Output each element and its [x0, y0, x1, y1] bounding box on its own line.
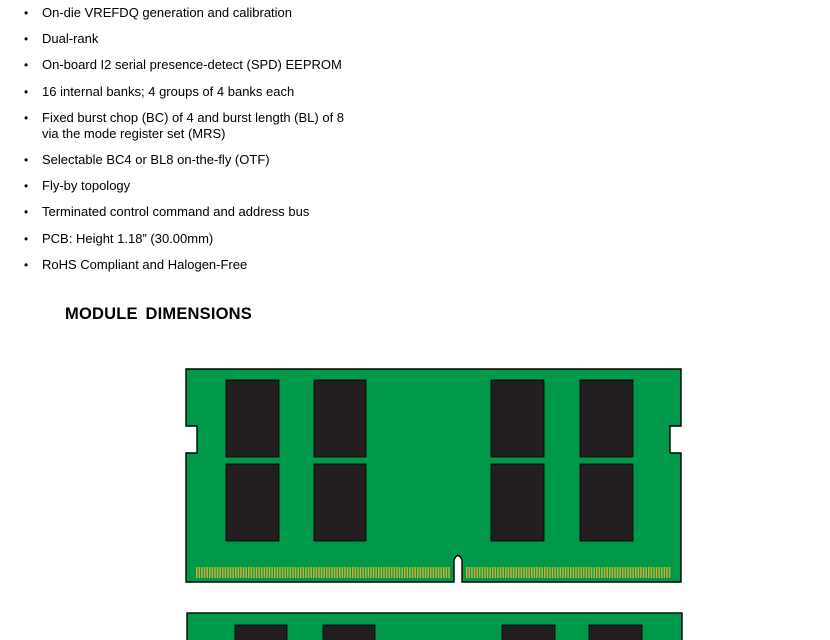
gold-contact-pin [427, 567, 429, 578]
gold-contact-pin [316, 567, 318, 578]
memory-chip [226, 380, 279, 457]
gold-contact-pin [606, 567, 608, 578]
gold-contact-pin [305, 567, 307, 578]
gold-contact-pin [362, 567, 364, 578]
feature-text: • Dual-rank [42, 31, 99, 47]
gold-contact-pin [664, 567, 666, 578]
gold-contact-pin [264, 567, 266, 578]
gold-contact-pin [471, 567, 473, 578]
gold-contact-pin [515, 567, 517, 578]
gold-contact-pin [422, 567, 424, 578]
gold-contact-pin [502, 567, 504, 578]
memory-chip [226, 464, 279, 541]
gold-contact-pin [375, 567, 377, 578]
gold-contact-pin [310, 567, 312, 578]
gold-contact-pin [578, 567, 580, 578]
gold-contact-pin [666, 567, 668, 578]
gold-contact-pin [541, 567, 543, 578]
gold-contact-pin [342, 567, 344, 578]
gold-contact-pin [433, 567, 435, 578]
gold-contact-pin [321, 567, 323, 578]
gold-contact-pin [443, 567, 445, 578]
gold-contact-pin [279, 567, 281, 578]
gold-contact-pin [604, 567, 606, 578]
gold-contact-pin [438, 567, 440, 578]
gold-contact-pin [536, 567, 538, 578]
feature-text: • Terminated control command and address bus [42, 204, 310, 220]
gold-contact-pin [505, 567, 507, 578]
gold-contact-pin [290, 567, 292, 578]
gold-contact-pin [365, 567, 367, 578]
gold-contact-pin [303, 567, 305, 578]
gold-contact-pin [230, 567, 232, 578]
gold-contact-pin [284, 567, 286, 578]
memory-chip [580, 380, 633, 457]
gold-contact-pin [292, 567, 294, 578]
gold-contact-pin [648, 567, 650, 578]
gold-contact-pin [313, 567, 315, 578]
gold-contact-pin [435, 567, 437, 578]
gold-contact-pin [344, 567, 346, 578]
gold-contact-pin [513, 567, 515, 578]
gold-contact-pin [567, 567, 569, 578]
gold-contact-pin [653, 567, 655, 578]
gold-contact-pin [326, 567, 328, 578]
gold-contact-pin [562, 567, 564, 578]
gold-contact-pin [497, 567, 499, 578]
gold-contact-pin [394, 567, 396, 578]
gold-contact-pin [583, 567, 585, 578]
gold-contact-pin [552, 567, 554, 578]
section-title: MODULE DIMENSIONS [65, 305, 252, 323]
gold-contact-pin [489, 567, 491, 578]
gold-contact-pin [391, 567, 393, 578]
gold-contact-pin [219, 567, 221, 578]
gold-contact-pin [656, 567, 658, 578]
gold-contact-pin [593, 567, 595, 578]
gold-contact-pin [381, 567, 383, 578]
feature-text: • On-board I2 serial presence-detect (SPD) EEPROM [42, 57, 342, 73]
gold-contact-pin [484, 567, 486, 578]
gold-contact-pin [487, 567, 489, 578]
gold-contact-pin [630, 567, 632, 578]
gold-contact-pin [557, 567, 559, 578]
gold-contact-pin [645, 567, 647, 578]
gold-contact-pin [528, 567, 530, 578]
gold-contact-pin [383, 567, 385, 578]
gold-contact-pin [352, 567, 354, 578]
gold-contact-pin [495, 567, 497, 578]
gold-contact-pin [261, 567, 263, 578]
memory-chip [580, 464, 633, 541]
gold-contact-pin [331, 567, 333, 578]
gold-contact-pin [661, 567, 663, 578]
gold-contact-pin [404, 567, 406, 578]
gold-contact-pin [368, 567, 370, 578]
gold-contact-pin [357, 567, 359, 578]
gold-contact-pin [370, 567, 372, 578]
gold-contact-pin [643, 567, 645, 578]
gold-contact-pin [599, 567, 601, 578]
gold-contact-pin [596, 567, 598, 578]
gold-contact-pin [544, 567, 546, 578]
gold-contact-pin [225, 567, 227, 578]
gold-contact-pin [474, 567, 476, 578]
gold-contact-pin [619, 567, 621, 578]
gold-contact-pin [508, 567, 510, 578]
gold-contact-pin [360, 567, 362, 578]
gold-contact-pin [565, 567, 567, 578]
gold-contact-pin [469, 567, 471, 578]
feature-text: • On-die VREFDQ generation and calibration [42, 5, 293, 20]
gold-contact-pin [420, 567, 422, 578]
gold-contact-pin [407, 567, 409, 578]
module-back-view [187, 613, 682, 640]
gold-contact-pin [466, 567, 468, 578]
gold-contact-pin [329, 567, 331, 578]
gold-contact-pin [476, 567, 478, 578]
memory-chip [491, 464, 544, 541]
gold-contact-pin [575, 567, 577, 578]
memory-chip [323, 625, 375, 640]
gold-contact-pin [271, 567, 273, 578]
gold-contact-pin [300, 567, 302, 578]
gold-contact-pin [256, 567, 257, 578]
gold-contact-pin [614, 567, 616, 578]
gold-contact-pin [206, 567, 208, 578]
gold-contact-pin [334, 567, 336, 578]
gold-contact-pin [658, 567, 660, 578]
gold-contact-pin [282, 567, 284, 578]
memory-chip [589, 625, 642, 640]
gold-contact-pin [492, 567, 494, 578]
feature-text: • Fly-by topology [42, 178, 131, 194]
gold-contact-pin [448, 567, 450, 578]
gold-contact-pin [251, 567, 253, 578]
gold-contact-pin [617, 567, 619, 578]
feature-text-continued: via the mode register set (MRS) [42, 125, 226, 141]
gold-contact-pin [531, 567, 533, 578]
gold-contact-pin [588, 567, 590, 578]
gold-contact-pin [204, 567, 206, 578]
gold-contact-pin [521, 567, 523, 578]
gold-contact-pin [632, 567, 634, 578]
gold-contact-pin [526, 567, 528, 578]
gold-contact-pin [573, 567, 575, 578]
gold-contact-pin [554, 567, 556, 578]
gold-contact-pin [560, 567, 562, 578]
gold-contact-pin [414, 567, 416, 578]
gold-contact-pin [500, 567, 502, 578]
gold-contact-pin [417, 567, 419, 578]
gold-contact-pin [245, 567, 247, 578]
gold-contact-pin [201, 567, 203, 578]
gold-contact-pin [640, 567, 642, 578]
gold-contact-pin [601, 567, 603, 578]
gold-contact-pin [635, 567, 637, 578]
gold-contact-pin [549, 567, 551, 578]
gold-contact-pin [612, 567, 614, 578]
gold-contact-pin [412, 567, 414, 578]
gold-contact-pin [627, 567, 629, 578]
gold-contact-pin [266, 567, 268, 578]
gold-contact-pin [253, 567, 255, 578]
gold-contact-pin [248, 567, 250, 578]
memory-chip [314, 380, 366, 457]
gold-contact-pin [209, 567, 211, 578]
gold-contact-pin [539, 567, 541, 578]
gold-contact-pin [386, 567, 388, 578]
gold-contact-pin [591, 567, 593, 578]
gold-contact-pin [349, 567, 351, 578]
gold-contact-pin [347, 567, 349, 578]
gold-contact-pin [399, 567, 401, 578]
gold-contact-pin [669, 567, 671, 578]
gold-contact-pin [479, 567, 481, 578]
gold-contact-pin [212, 567, 214, 578]
gold-contact-pin [297, 567, 299, 578]
gold-contact-pin [243, 567, 245, 578]
feature-text: • Fixed burst chop (BC) of 4 and burst length (BL) of 8 [42, 109, 345, 125]
feature-text: • Selectable BC4 or BL8 on-the-fly (OTF) [42, 151, 270, 167]
gold-contact-pin [277, 567, 279, 578]
gold-contact-pin [222, 567, 224, 578]
memory-chip [235, 625, 287, 640]
feature-text: • 16 internal banks; 4 groups of 4 banks each [42, 83, 295, 99]
gold-contact-pin [651, 567, 653, 578]
gold-contact-pin [214, 567, 216, 578]
gold-contact-pin [269, 567, 271, 578]
gold-contact-pin [523, 567, 525, 578]
gold-contact-pin [401, 567, 403, 578]
gold-contact-pin [609, 567, 611, 578]
gold-contact-pin [446, 567, 448, 578]
gold-contact-pin [217, 567, 219, 578]
gold-contact-pin [287, 567, 289, 578]
gold-contact-pin [235, 567, 237, 578]
gold-contact-pin [196, 567, 198, 578]
gold-contact-pin [570, 567, 572, 578]
gold-contact-pin [425, 567, 427, 578]
gold-contact-pin [586, 567, 588, 578]
gold-contact-pin [580, 567, 582, 578]
gold-contact-pin [388, 567, 390, 578]
gold-contact-pin [336, 567, 338, 578]
memory-chip [314, 464, 366, 541]
gold-contact-pin [258, 567, 260, 578]
gold-contact-pin [430, 567, 432, 578]
feature-text: • RoHS Compliant and Halogen-Free [42, 256, 248, 272]
gold-contact-pin [622, 567, 624, 578]
memory-chip [502, 625, 555, 640]
gold-contact-pin [638, 567, 640, 578]
gold-contact-pin [240, 567, 242, 578]
gold-contact-pin [238, 567, 240, 578]
gold-contact-pin [409, 567, 411, 578]
gold-contact-pin [547, 567, 549, 578]
gold-contact-pin [534, 567, 536, 578]
gold-contact-pin [339, 567, 341, 578]
gold-contact-pin [373, 567, 375, 578]
gold-contact-pin [295, 567, 297, 578]
gold-contact-pin [232, 567, 234, 578]
gold-contact-pin [482, 567, 484, 578]
gold-contact-pin [510, 567, 512, 578]
gold-contact-pin [378, 567, 380, 578]
gold-contact-pin [199, 567, 201, 578]
gold-contact-pin [355, 567, 357, 578]
gold-contact-pin [625, 567, 627, 578]
gold-contact-pin [318, 567, 320, 578]
gold-contact-pin [396, 567, 398, 578]
memory-chip [491, 380, 544, 457]
gold-contact-pin [323, 567, 325, 578]
gold-contact-pin [308, 567, 310, 578]
gold-contact-pin [440, 567, 442, 578]
module-front-view [186, 369, 681, 582]
gold-contact-pin [518, 567, 520, 578]
gold-contact-pin [227, 567, 229, 578]
gold-contact-pin [274, 567, 276, 578]
feature-text: • PCB: Height 1.18” (30.00mm) [42, 230, 214, 246]
